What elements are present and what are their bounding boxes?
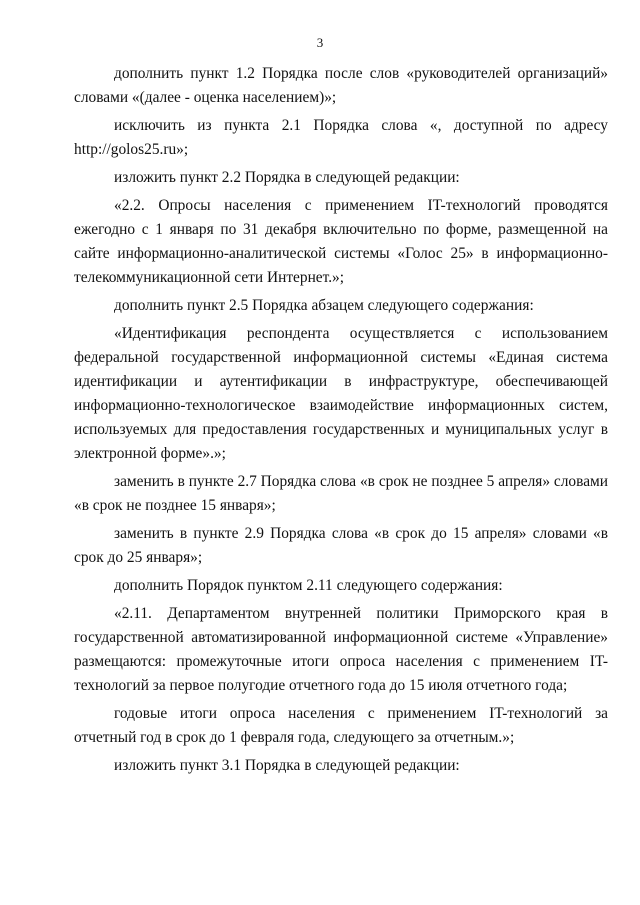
paragraph-amend-2-5-intro: дополнить пункт 2.5 Порядка абзацем следующего содержания: [114, 297, 534, 314]
paragraph-restate-2-2-intro: изложить пункт 2.2 Порядка в следующей редакции: [114, 169, 460, 186]
paragraph-exclude-2-1: исключить из пункта 2.1 Порядка слова «, доступной по адресу http://golos25.ru»; [74, 117, 608, 158]
paragraph-identification-text: «Идентификация респондента осуществляется с использованием федеральной государственной информационной системы «Единая система идентификации и аутентификации в инфраструктуре, обеспечивающей информационно-технологическое взаимодействие информационных систем, используемых для предоставления государственных и муниципальных услуг в электронной форме».»; [74, 325, 608, 462]
paragraph-clause-2-11-text: «2.11. Департаментом внутренней политики Приморского края в государственной автоматизированной информационной системе «Управление» размещаются: промежуточные итоги опроса населения с применением IT-технологий за первое полугодие отчетного года до 15 июля отчетного года; [74, 605, 608, 694]
page-number: 3 [316, 35, 324, 50]
paragraph-amend-1-2: дополнить пункт 1.2 Порядка после слов «руководителей организаций» словами «(далее - оценка населением)»; [74, 65, 608, 106]
document-body [74, 62, 608, 782]
paragraph-replace-2-9: заменить в пункте 2.9 Порядка слова «в срок до 15 апреля» словами «в срок до 25 января»; [74, 525, 608, 566]
paragraph-clause-2-2-text: «2.2. Опросы населения с применением IT-технологий проводятся ежегодно с 1 января по 31 декабря включительно по форме, размещенной на сайте информационно-аналитической системы «Голос 25» в информационно-телекоммуникационной сети Интернет.»; [74, 197, 608, 286]
paragraph-add-2-11-intro: дополнить Порядок пунктом 2.11 следующего содержания: [114, 577, 503, 594]
paragraph-restate-3-1-intro: изложить пункт 3.1 Порядка в следующей редакции: [114, 757, 460, 774]
paragraph-replace-2-7: заменить в пункте 2.7 Порядка слова «в срок не позднее 5 апреля» словами «в срок не позднее 15 января»; [74, 473, 608, 514]
paragraph-annual-results: годовые итоги опроса населения с применением IT-технологий за отчетный год в срок до 1 февраля года, следующего за отчетным.»; [74, 705, 608, 746]
